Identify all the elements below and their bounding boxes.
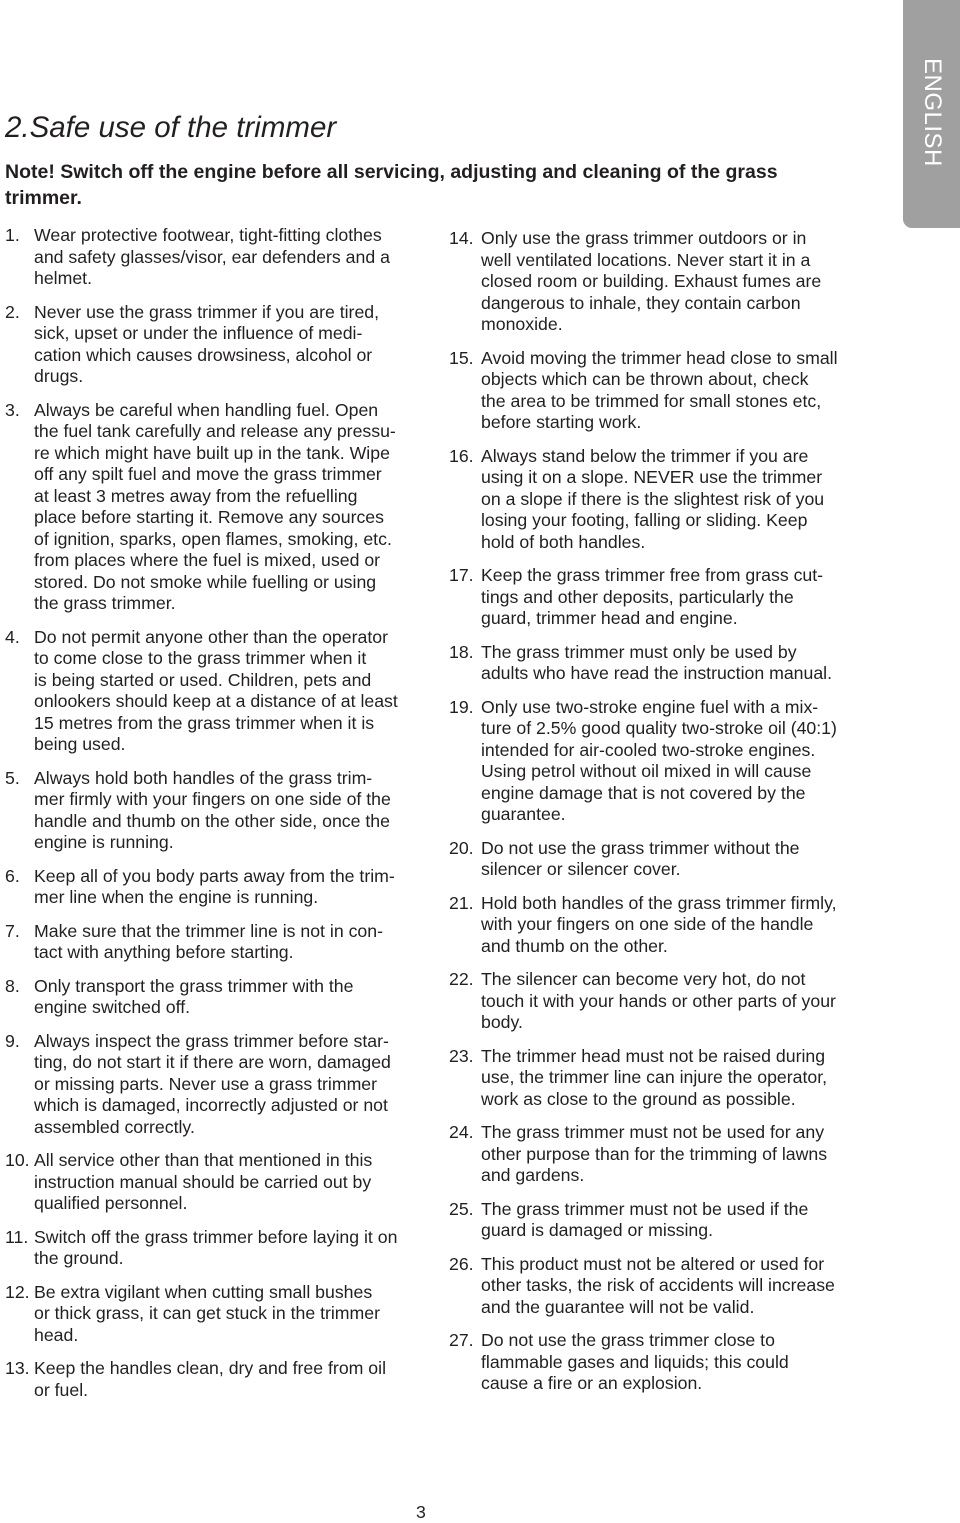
list-item: [5, 976, 398, 1019]
item-text: Always be careful when handling fuel. Open the fuel tank carefully and release any pressu- re which might have built up in the tank. Wipe off any spilt fuel and move the grass trimmer at least 3 metres away from the refuelling place before starting it. Remove any sources of ignition, sparks, open flames, smoking, etc. from places where the fuel is mixed, used or stored. Do not smoke while fuelling or using the grass trimmer.: [34, 399, 396, 613]
item-number: 6.: [5, 865, 20, 886]
list-item: [5, 1358, 398, 1401]
list-item: [449, 446, 838, 554]
list-item: [449, 642, 838, 685]
item-number: 8.: [5, 975, 20, 996]
item-text: Hold both handles of the grass trimmer firmly, with your fingers on one side of the handle and thumb on the other.: [481, 892, 837, 956]
item-text: Always stand below the trimmer if you are using it on a slope. NEVER use the trimmer on a slope if there is the slightest risk of you losing your footing, falling or sliding. Keep hold of both handles.: [481, 445, 825, 552]
item-text: The grass trimmer must only be used by adults who have read the instruction manual.: [481, 641, 833, 683]
left-column: [5, 225, 398, 1413]
item-number: 5.: [5, 767, 20, 788]
item-number: 21.: [449, 892, 474, 913]
item-number: 12.: [5, 1281, 30, 1302]
item-number: 22.: [449, 969, 474, 989]
list-item: [449, 1254, 838, 1319]
list-item: [449, 969, 838, 1034]
item-text: Only use the grass trimmer outdoors or in well ventilated locations. Never start it in a closed room or building. Exhaust fumes are dangerous to inhale, they contain carbon monoxide.: [481, 228, 822, 334]
item-number: 20.: [449, 837, 474, 858]
item-text: This product must not be altered or used for other tasks, the risk of accidents will increase and the guarantee will not be valid.: [481, 1253, 835, 1317]
list-item: [5, 400, 398, 615]
list-item: [449, 893, 838, 958]
item-number: 17.: [449, 565, 474, 585]
list-item: [449, 697, 838, 826]
item-number: 25.: [449, 1198, 474, 1219]
list-item: [5, 768, 398, 854]
language-tab: [903, 0, 960, 228]
page-number: 3: [416, 1502, 426, 1522]
list-item: [5, 1031, 398, 1139]
item-text: Be extra vigilant when cutting small bushes or thick grass, it can get stuck in the trimmer head.: [34, 1281, 381, 1345]
right-column: [449, 228, 838, 1407]
item-text: All service other than that mentioned in this instruction manual should be carried out by qualified personnel.: [34, 1150, 373, 1213]
list-item: [449, 228, 838, 336]
item-text: The grass trimmer must not be used if the guard is damaged or missing.: [481, 1198, 809, 1240]
item-text: Always hold both handles of the grass trim- mer firmly with your fingers on one side of the handle and thumb on the other side, once the engine is running.: [34, 767, 391, 852]
list-item: [5, 302, 398, 388]
list-item: [449, 838, 838, 881]
item-number: 27.: [449, 1330, 474, 1350]
list-item: [5, 627, 398, 756]
item-number: 19.: [449, 696, 474, 717]
list-item: [5, 1150, 398, 1215]
item-text: The silencer can become very hot, do not touch it with your hands or other parts of your body.: [481, 969, 836, 1032]
list-item: [5, 225, 398, 290]
item-text: Always inspect the grass trimmer before star- ting, do not start it if there are worn, damaged or missing parts. Never use a grass trimmer which is damaged, incorrectly adjusted or not assembled correctly.: [34, 1030, 391, 1137]
list-item: [449, 1330, 838, 1395]
item-number: 15.: [449, 347, 474, 368]
item-number: 13.: [5, 1358, 30, 1378]
item-text: Only transport the grass trimmer with the engine switched off.: [34, 975, 354, 1017]
language-tab-label: ENGLISH: [919, 58, 946, 167]
item-number: 3.: [5, 399, 20, 420]
item-text: Only use two-stroke engine fuel with a mix- ture of 2.5% good quality two-stroke oil (40:1) intended for air-cooled two-stroke engines. Using petrol without oil mixed in will cause engine damage that is not covered by the guarantee.: [481, 696, 837, 824]
item-text: Do not permit anyone other than the operator to come close to the grass trimmer when it is being started or used. Children, pets and onlookers should keep at a distance of at least 15 metres from the grass trimmer when it is being used.: [34, 626, 398, 754]
page-title: 2.Safe use of the trimmer: [5, 111, 337, 144]
list-item: [449, 1122, 838, 1187]
item-text: Switch off the grass trimmer before laying it on the ground.: [34, 1226, 398, 1268]
item-number: 7.: [5, 920, 20, 941]
note-text: Note! Switch off the engine before all servicing, adjusting and cleaning of the grass trimmer.: [5, 161, 778, 209]
item-number: 16.: [449, 445, 474, 466]
list-item: [449, 1046, 838, 1111]
list-item: [5, 866, 398, 909]
item-text: Never use the grass trimmer if you are tired, sick, upset or under the influence of medi- cation which causes drowsiness, alcohol or drugs.: [34, 301, 380, 386]
item-text: The trimmer head must not be raised during use, the trimmer line can injure the operator, work as close to the ground as possible.: [481, 1045, 828, 1109]
item-number: 18.: [449, 641, 474, 662]
item-text: Keep the handles clean, dry and free from oil or fuel.: [34, 1358, 386, 1400]
list-item: [5, 1227, 398, 1270]
item-text: Wear protective footwear, tight-fitting clothes and safety glasses/visor, ear defenders and a helmet.: [34, 225, 390, 288]
item-text: Do not use the grass trimmer close to flammable gases and liquids; this could cause a fire or an explosion.: [481, 1330, 789, 1393]
item-number: 24.: [449, 1122, 474, 1142]
item-text: Keep the grass trimmer free from grass cut- tings and other deposits, particularly the guard, trimmer head and engine.: [481, 565, 824, 628]
item-text: Make sure that the trimmer line is not in con- tact with anything before starting.: [34, 920, 383, 962]
list-item: [449, 565, 838, 630]
item-number: 4.: [5, 626, 20, 647]
list-item: [449, 1199, 838, 1242]
item-number: 26.: [449, 1253, 474, 1274]
item-text: The grass trimmer must not be used for any other purpose than for the trimming of lawns and gardens.: [481, 1122, 828, 1185]
item-number: 23.: [449, 1045, 474, 1066]
item-number: 9.: [5, 1030, 20, 1051]
item-text: Avoid moving the trimmer head close to small objects which can be thrown about, check the area to be trimmed for small stones etc, before starting work.: [481, 347, 838, 432]
item-number: 10.: [5, 1150, 30, 1170]
item-text: Do not use the grass trimmer without the silencer or silencer cover.: [481, 837, 800, 879]
item-number: 14.: [449, 228, 474, 248]
item-number: 1.: [5, 225, 20, 245]
item-text: Keep all of you body parts away from the trim- mer line when the engine is running.: [34, 865, 395, 907]
list-item: [449, 348, 838, 434]
list-item: [5, 921, 398, 964]
item-number: 11.: [5, 1226, 29, 1247]
list-item: [5, 1282, 398, 1347]
item-number: 2.: [5, 301, 20, 322]
